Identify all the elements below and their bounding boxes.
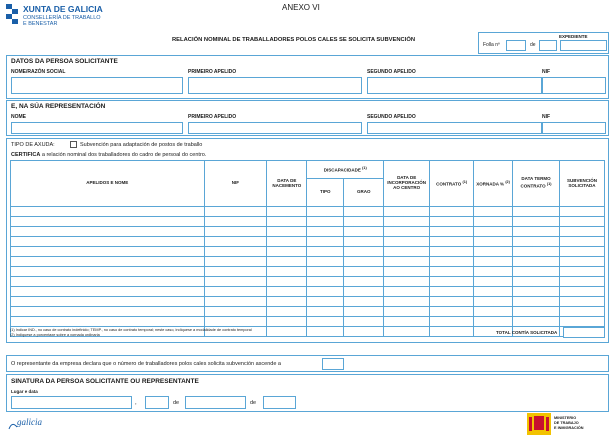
- table-row: [11, 317, 605, 327]
- table-cell[interactable]: [513, 207, 560, 217]
- col-header-data-termo: [513, 161, 560, 207]
- table-cell[interactable]: [267, 287, 307, 297]
- table-cell[interactable]: [384, 207, 430, 217]
- table-cell[interactable]: [11, 217, 205, 227]
- certifica-rest: a relación nominal dos traballadores do cadro de persoal do centro.: [40, 152, 207, 158]
- table-cell[interactable]: [384, 257, 430, 267]
- table-cell[interactable]: [474, 277, 513, 287]
- col-header-xornada: [474, 161, 513, 207]
- xornada-text: XORNADA %: [476, 181, 505, 187]
- table-row: [11, 297, 605, 307]
- table-cell[interactable]: [384, 267, 430, 277]
- table-cell[interactable]: [384, 307, 430, 317]
- table-cell[interactable]: [344, 327, 384, 337]
- table-cell[interactable]: [267, 227, 307, 237]
- lugar-input[interactable]: [11, 396, 132, 409]
- table-cell[interactable]: [204, 227, 267, 237]
- table-cell[interactable]: [513, 297, 560, 307]
- solicitante-name-label: NOME/RAZÓN SOCIAL: [11, 69, 66, 75]
- table-cell[interactable]: [267, 257, 307, 267]
- table-cell[interactable]: [559, 307, 604, 317]
- col-header-tipo: TIPO: [307, 179, 344, 207]
- page-title: RELACIÓN NOMINAL DE TRABALLADORES POLOS CALES SE SOLICITA SUBVENCIÓN: [172, 37, 416, 43]
- table-cell[interactable]: [307, 207, 344, 217]
- table-cell[interactable]: [307, 237, 344, 247]
- year-input[interactable]: [263, 396, 296, 409]
- table-cell[interactable]: [307, 317, 344, 327]
- col-header-discapacidade: [307, 161, 384, 179]
- dept-line2: E BENESTAR: [23, 21, 58, 27]
- table-cell[interactable]: [430, 327, 474, 337]
- galicia-logo: [8, 416, 50, 430]
- table-row: [11, 237, 605, 247]
- certifica-bold: CERTIFICA: [11, 152, 41, 158]
- representacion-name-label: NOME: [11, 114, 26, 120]
- table-cell[interactable]: [430, 217, 474, 227]
- table-cell[interactable]: [344, 277, 384, 287]
- table-cell[interactable]: [513, 217, 560, 227]
- table-cell[interactable]: [430, 317, 474, 327]
- representacion-nif-input[interactable]: [542, 122, 606, 134]
- table-cell[interactable]: [559, 257, 604, 267]
- contrato-sup: (1): [462, 179, 468, 184]
- table-cell[interactable]: [344, 237, 384, 247]
- galicia-logo-text: galicia: [17, 417, 42, 427]
- table-cell[interactable]: [11, 237, 205, 247]
- representacion-section: [6, 100, 609, 136]
- col-header-nome: APELIDOS E NOME: [11, 161, 205, 207]
- table-cell[interactable]: [204, 317, 267, 327]
- solicitante-apellido1-label: PRIMEIRO APELIDO: [188, 69, 237, 75]
- table-cell[interactable]: [430, 267, 474, 277]
- table-cell[interactable]: [559, 317, 604, 327]
- solicitante-apellido2-input[interactable]: [367, 77, 542, 94]
- table-cell[interactable]: [430, 307, 474, 317]
- table-row: [11, 267, 605, 277]
- table-cell[interactable]: [307, 277, 344, 287]
- expediente-input[interactable]: [560, 40, 607, 51]
- solicitante-apellido1-input[interactable]: [188, 77, 362, 94]
- expediente-label: EXPEDIENTE: [559, 34, 588, 39]
- ministerio-logo: [527, 413, 607, 435]
- table-cell[interactable]: [430, 297, 474, 307]
- table-row: [11, 207, 605, 217]
- expediente-box: [478, 32, 609, 54]
- annex-title: ANEXO VI: [282, 3, 320, 12]
- col-header-subvencion: SUBVENCIÓN SOLICITADA: [559, 161, 604, 207]
- table-row: [11, 257, 605, 267]
- table-cell[interactable]: [513, 307, 560, 317]
- table-cell[interactable]: [384, 317, 430, 327]
- note-2: (2) Indíquese a porcentaxe sobre a xornada ordinaria: [10, 333, 100, 337]
- table-cell[interactable]: [474, 267, 513, 277]
- table-cell[interactable]: [559, 287, 604, 297]
- table-cell[interactable]: [204, 267, 267, 277]
- day-input[interactable]: [145, 396, 169, 409]
- table-cell[interactable]: [11, 317, 205, 327]
- table-row: [11, 247, 605, 257]
- table-body: [11, 207, 605, 337]
- table-cell[interactable]: [384, 217, 430, 227]
- table-cell[interactable]: [204, 247, 267, 257]
- table-cell[interactable]: [267, 277, 307, 287]
- table-cell[interactable]: [384, 247, 430, 257]
- table-cell[interactable]: [11, 227, 205, 237]
- representacion-nif-label: NIF: [542, 114, 551, 120]
- month-input[interactable]: [185, 396, 246, 409]
- table-cell[interactable]: [11, 207, 205, 217]
- table-cell[interactable]: [307, 227, 344, 237]
- table-cell[interactable]: [559, 217, 604, 227]
- table-cell[interactable]: [267, 217, 307, 227]
- lugar-label: Lugar e data: [11, 389, 38, 394]
- adaptacion-checkbox[interactable]: [70, 141, 77, 148]
- table-cell[interactable]: [11, 277, 205, 287]
- table-cell[interactable]: [344, 317, 384, 327]
- table-cell[interactable]: [430, 257, 474, 267]
- de1-label: de: [173, 400, 180, 406]
- table-cell[interactable]: [344, 217, 384, 227]
- table-cell[interactable]: [267, 317, 307, 327]
- col-header-nacemento: DATA DE NACEMENTO: [267, 161, 307, 207]
- table-cell[interactable]: [474, 247, 513, 257]
- representacion-apellido2-input[interactable]: [367, 122, 542, 134]
- contrato-text: CONTRATO: [436, 181, 462, 187]
- table-cell[interactable]: [474, 217, 513, 227]
- table-cell[interactable]: [430, 237, 474, 247]
- table-cell[interactable]: [559, 227, 604, 237]
- table-row: [11, 227, 605, 237]
- table-cell[interactable]: [474, 317, 513, 327]
- table-cell[interactable]: [267, 267, 307, 277]
- table-cell[interactable]: [307, 327, 344, 337]
- folla-total-input[interactable]: [539, 40, 557, 51]
- table-cell[interactable]: [344, 287, 384, 297]
- table-cell[interactable]: [267, 327, 307, 337]
- table-cell[interactable]: [344, 207, 384, 217]
- table-cell[interactable]: [430, 207, 474, 217]
- table-cell[interactable]: [204, 217, 267, 227]
- lugar-comma: ,: [135, 400, 137, 406]
- table-cell[interactable]: [204, 257, 267, 267]
- discapacidade-sup: (1): [362, 165, 367, 170]
- table-cell[interactable]: [474, 237, 513, 247]
- table-cell[interactable]: [474, 257, 513, 267]
- declaracion-section: [6, 355, 609, 372]
- adaptacion-checkbox-label: Subvención para adaptación de postos de traballo: [80, 142, 203, 148]
- representacion-apellido1-label: PRIMEIRO APELIDO: [188, 114, 237, 120]
- table-cell[interactable]: [474, 307, 513, 317]
- table-cell[interactable]: [204, 307, 267, 317]
- declaracion-text: O representante da empresa declara que o número de traballadores polos cales solicita subvención ascende a: [11, 361, 281, 367]
- table-cell[interactable]: [474, 207, 513, 217]
- table-cell[interactable]: [307, 217, 344, 227]
- table-cell[interactable]: [513, 227, 560, 237]
- table-row: [11, 217, 605, 227]
- de2-label: de: [250, 400, 257, 406]
- table-cell[interactable]: [384, 287, 430, 297]
- table-cell[interactable]: [267, 297, 307, 307]
- table-row: [11, 277, 605, 287]
- table-cell[interactable]: [559, 267, 604, 277]
- table-cell[interactable]: [307, 297, 344, 307]
- table-cell[interactable]: [11, 297, 205, 307]
- solicitante-apellido2-label: SEGUNDO APELIDO: [367, 69, 416, 75]
- num-traballadores-input[interactable]: [322, 358, 344, 370]
- table-cell[interactable]: [474, 297, 513, 307]
- ministerio-line2: DE TRABAJO: [554, 421, 579, 425]
- representacion-apellido1-input[interactable]: [188, 122, 362, 134]
- table-cell[interactable]: [513, 267, 560, 277]
- table-cell[interactable]: [384, 237, 430, 247]
- solicitante-name-input[interactable]: [11, 77, 183, 94]
- representacion-title: E, NA SÚA REPRESENTACIÓN: [11, 103, 106, 110]
- total-label: TOTAL CONTÍA SOLICITADA: [496, 330, 558, 335]
- table-cell[interactable]: [11, 257, 205, 267]
- solicitante-nif-input[interactable]: [542, 77, 606, 94]
- data-termo-sup: (1): [546, 182, 552, 187]
- solicitante-nif-label: NIF: [542, 69, 551, 75]
- representacion-name-input[interactable]: [11, 122, 183, 134]
- table-cell[interactable]: [430, 287, 474, 297]
- folla-label: Folla nº: [483, 42, 500, 48]
- table-cell[interactable]: [559, 277, 604, 287]
- table-cell[interactable]: [11, 307, 205, 317]
- table-cell[interactable]: [559, 237, 604, 247]
- table-cell[interactable]: [474, 287, 513, 297]
- ministerio-line1: MINISTERIO: [554, 416, 577, 420]
- table-cell[interactable]: [344, 307, 384, 317]
- table-cell[interactable]: [204, 277, 267, 287]
- table-cell[interactable]: [11, 267, 205, 277]
- table-cell[interactable]: [344, 297, 384, 307]
- table-cell[interactable]: [513, 237, 560, 247]
- table-cell[interactable]: [11, 247, 205, 257]
- table-cell[interactable]: [344, 257, 384, 267]
- spain-coat-of-arms-icon: [527, 413, 551, 435]
- table-cell[interactable]: [344, 247, 384, 257]
- workers-table: [10, 160, 605, 337]
- table-cell[interactable]: [474, 227, 513, 237]
- table-cell[interactable]: [559, 207, 604, 217]
- table-cell[interactable]: [267, 237, 307, 247]
- table-cell[interactable]: [513, 277, 560, 287]
- table-cell[interactable]: [513, 257, 560, 267]
- table-cell[interactable]: [384, 297, 430, 307]
- table-cell[interactable]: [267, 307, 307, 317]
- col-header-grao: GRAO: [344, 179, 384, 207]
- solicitante-title: DATOS DA PERSOA SOLICITANTE: [11, 58, 118, 65]
- table-cell[interactable]: [307, 267, 344, 277]
- col-header-nif: NIF: [204, 161, 267, 207]
- solicitante-section: [6, 55, 609, 99]
- folla-number-input[interactable]: [506, 40, 526, 51]
- table-cell[interactable]: [513, 287, 560, 297]
- table-cell[interactable]: [204, 287, 267, 297]
- table-cell[interactable]: [344, 267, 384, 277]
- dept-line1: CONSELLERÍA DE TRABALLO: [23, 15, 101, 21]
- table-cell[interactable]: [267, 207, 307, 217]
- org-name: XUNTA DE GALICIA: [23, 4, 103, 14]
- table-row: [11, 287, 605, 297]
- ministerio-line3: E INMIGRACIÓN: [554, 426, 584, 430]
- col-header-incorporacion: DATA DE INCORPORACIÓN AO CENTRO: [384, 161, 430, 207]
- xunta-logo: [6, 4, 18, 24]
- representacion-apellido2-label: SEGUNDO APELIDO: [367, 114, 416, 120]
- table-cell[interactable]: [384, 277, 430, 287]
- certifica-text: [11, 152, 206, 158]
- table-cell[interactable]: [430, 277, 474, 287]
- table-row: [11, 307, 605, 317]
- tipo-axuda-label: TIPO DE AXUDA:: [11, 142, 55, 148]
- table-cell[interactable]: [430, 247, 474, 257]
- total-input[interactable]: [563, 327, 605, 338]
- table-cell[interactable]: [513, 317, 560, 327]
- table-cell[interactable]: [307, 287, 344, 297]
- folla-de-label: de: [530, 42, 536, 48]
- note-1: (1) Indicar IND., no caso de contrato indefinido; TEMP., no caso de contrato temporal; neste caso, indíquese a modalidade de contrato temporal: [10, 328, 252, 332]
- discapacidade-text: DISCAPACIDADE: [323, 167, 361, 173]
- table-cell[interactable]: [430, 227, 474, 237]
- table-cell[interactable]: [204, 207, 267, 217]
- table-cell[interactable]: [559, 247, 604, 257]
- sinatura-section: [6, 374, 609, 412]
- table-cell[interactable]: [384, 227, 430, 237]
- table-cell[interactable]: [513, 247, 560, 257]
- data-termo-text: DATA TERMO CONTRATO: [520, 176, 551, 189]
- table-cell[interactable]: [11, 287, 205, 297]
- table-cell[interactable]: [384, 327, 430, 337]
- table-cell[interactable]: [344, 227, 384, 237]
- table-cell[interactable]: [267, 247, 307, 257]
- col-header-contrato: [430, 161, 474, 207]
- table-cell[interactable]: [307, 257, 344, 267]
- table-cell[interactable]: [559, 297, 604, 307]
- xunta-shield-icon: [6, 4, 18, 24]
- table-cell[interactable]: [307, 247, 344, 257]
- table-cell[interactable]: [307, 307, 344, 317]
- table-cell[interactable]: [204, 237, 267, 247]
- sinatura-title: SINATURA DA PERSOA SOLICITANTE OU REPRESENTANTE: [11, 378, 199, 385]
- table-cell[interactable]: [204, 297, 267, 307]
- xornada-sup: (2): [505, 179, 510, 184]
